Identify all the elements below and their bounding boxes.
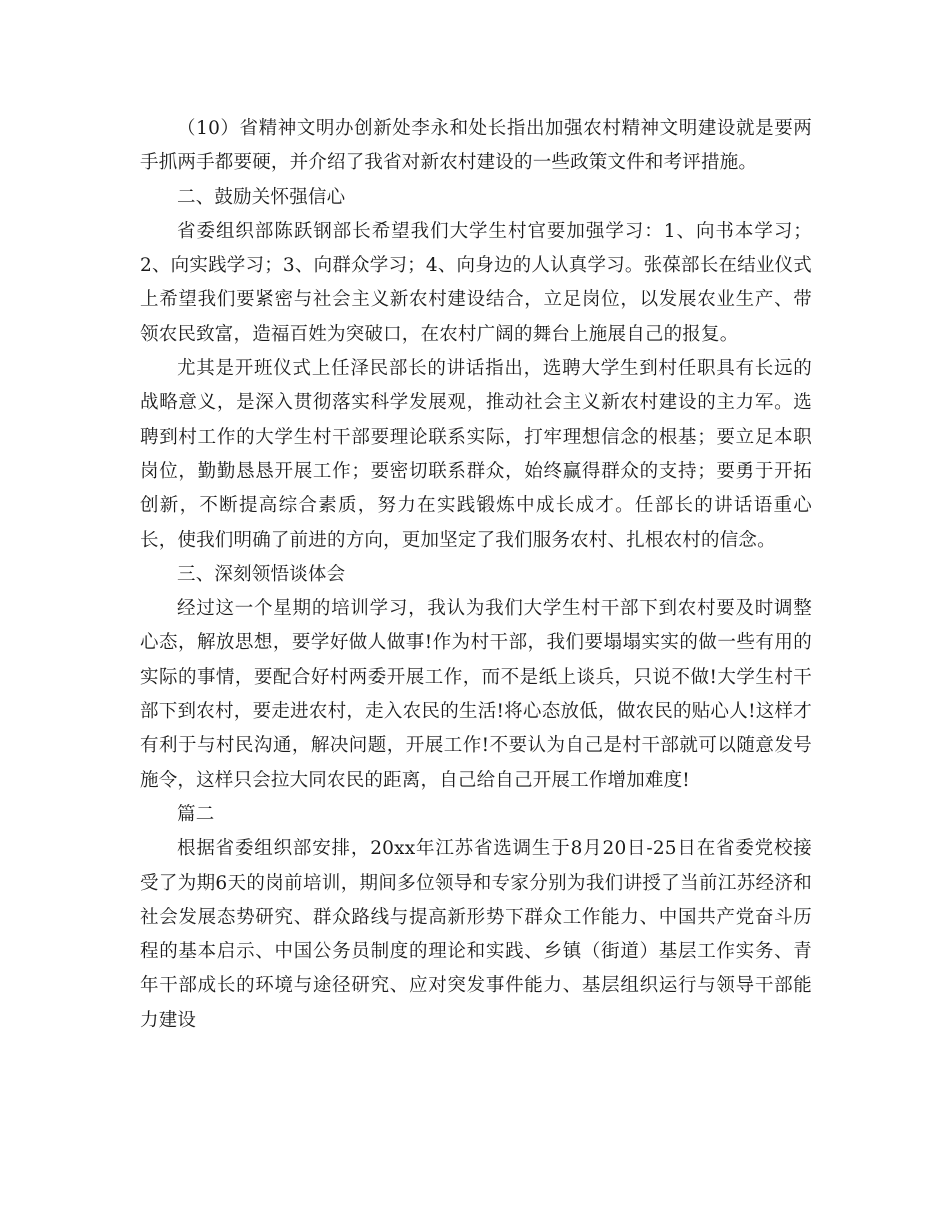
document-body — [140, 112, 812, 1038]
paragraph-1: （10）省精神文明办创新处李永和处长指出加强农村精神文明建设就是要两手抓两手都要硬，并介绍了我省对新农村建设的一些政策文件和考评措施。 — [140, 118, 812, 174]
section-heading-3: 三、深刻领悟谈体会 — [177, 563, 346, 585]
section-heading-2: 二、鼓励关怀强信心 — [177, 186, 346, 208]
paragraph-2: 省委组织部陈跃钢部长希望我们大学生村官要加强学习：1、向书本学习；2、向实践学习；3、向群众学习；4、向身边的人认真学习。张葆部长在结业仪式上希望我们要紧密与社会主义新农村建设结合，立足岗位，以发展农业生产、带领农民致富，造福百姓为突破口，在农村广阔的舞台上施展自己的报复。 — [140, 220, 812, 345]
paragraph-4: 经过这一个星期的培训学习，我认为我们大学生村干部下到农村要及时调整心态，解放思想，要学好做人做事!作为村干部，我们要塌塌实实的做一些有用的实际的事情，要配合好村两委开展工作，而不是纸上谈兵，只说不做!大学生村干部下到农村，要走进农村，走入农民的生活!将心态放低，做农民的贴心人!这样才有利于与村民沟通，解决问题，开展工作!不要认为自己是村干部就可以随意发号施令，这样只会拉大同农民的距离，自己给自己开展工作增加难度! — [140, 598, 812, 791]
paragraph-5: 根据省委组织部安排，20xx年江苏省选调生于8月20日-25日在省委党校接受了为期6天的岗前培训，期间多位领导和专家分别为我们讲授了当前江苏经济和社会发展态势研究、群众路线与提高新形势下群众工作能力、中国共产党奋斗历程的基本启示、中国公务员制度的理论和实践、乡镇（街道）基层工作实务、青年干部成长的环境与途径研究、应对突发事件能力、基层组织运行与领导干部能力建设 — [140, 838, 812, 1031]
paragraph-3: 尤其是开班仪式上任泽民部长的讲话指出，选聘大学生到村任职具有长远的战略意义，是深入贯彻落实科学发展观，推动社会主义新农村建设的主力军。选聘到村工作的大学生村干部要理论联系实际，打牢理想信念的根基；要立足本职岗位，勤勤恳恳开展工作；要密切联系群众，始终赢得群众的支持；要勇于开拓创新，不断提高综合素质，努力在实践锻炼中成长成才。任部长的讲话语重心长，使我们明确了前进的方向，更加坚定了我们服务农村、扎根农村的信念。 — [140, 358, 812, 551]
part-heading-2: 篇二 — [177, 803, 215, 825]
